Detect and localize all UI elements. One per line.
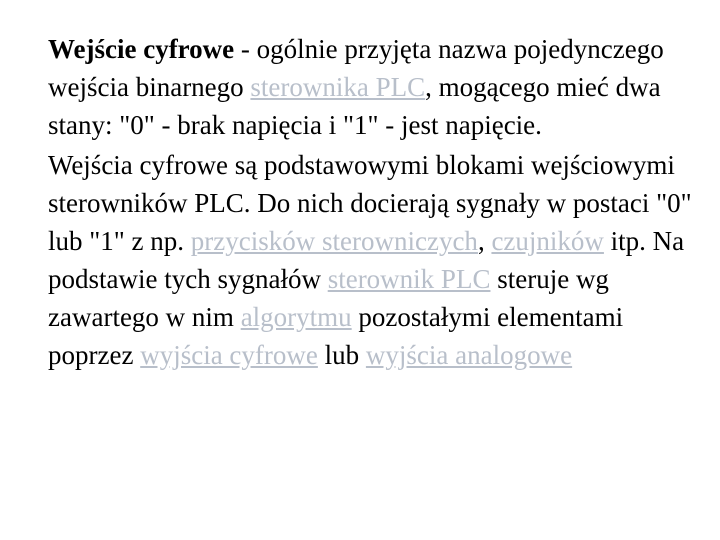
paragraph-description: [48, 146, 700, 374]
text-fragment: ,: [477, 226, 492, 256]
link-control-buttons[interactable]: przycisków sterowniczych: [190, 226, 478, 256]
link-algorithm[interactable]: algorytmu: [240, 302, 352, 332]
text-fragment: , mogącego mieć dwa stany: "0" - brak napięcia i "1" - jest napięcie.: [48, 72, 661, 140]
text-fragment: itp. Na podstawie tych sygnałów: [48, 226, 685, 294]
link-sensors[interactable]: czujników: [491, 226, 604, 256]
text-fragment: steruje wg zawartego w nim: [48, 264, 609, 332]
link-analog-outputs[interactable]: wyjścia analogowe: [365, 340, 573, 370]
link-plc[interactable]: sterownik PLC: [327, 264, 491, 294]
paragraph-definition: [48, 30, 700, 144]
text-fragment: pozostałymi elementami poprzez: [48, 302, 624, 370]
text-fragment: Wejścia cyfrowe są podstawowymi blokami wejściowymi sterowników PLC. Do nich docierają sygnały w postaci "0" lub "1" z np.: [48, 150, 692, 256]
text-fragment: - ogólnie przyjęta nazwa pojedynczego wejścia binarnego: [48, 34, 664, 102]
link-plc-controller[interactable]: sterownika PLC: [250, 72, 426, 102]
term-digital-input: Wejście cyfrowe: [48, 34, 235, 64]
text-fragment: lub: [317, 340, 366, 370]
link-digital-outputs[interactable]: wyjścia cyfrowe: [140, 340, 318, 370]
